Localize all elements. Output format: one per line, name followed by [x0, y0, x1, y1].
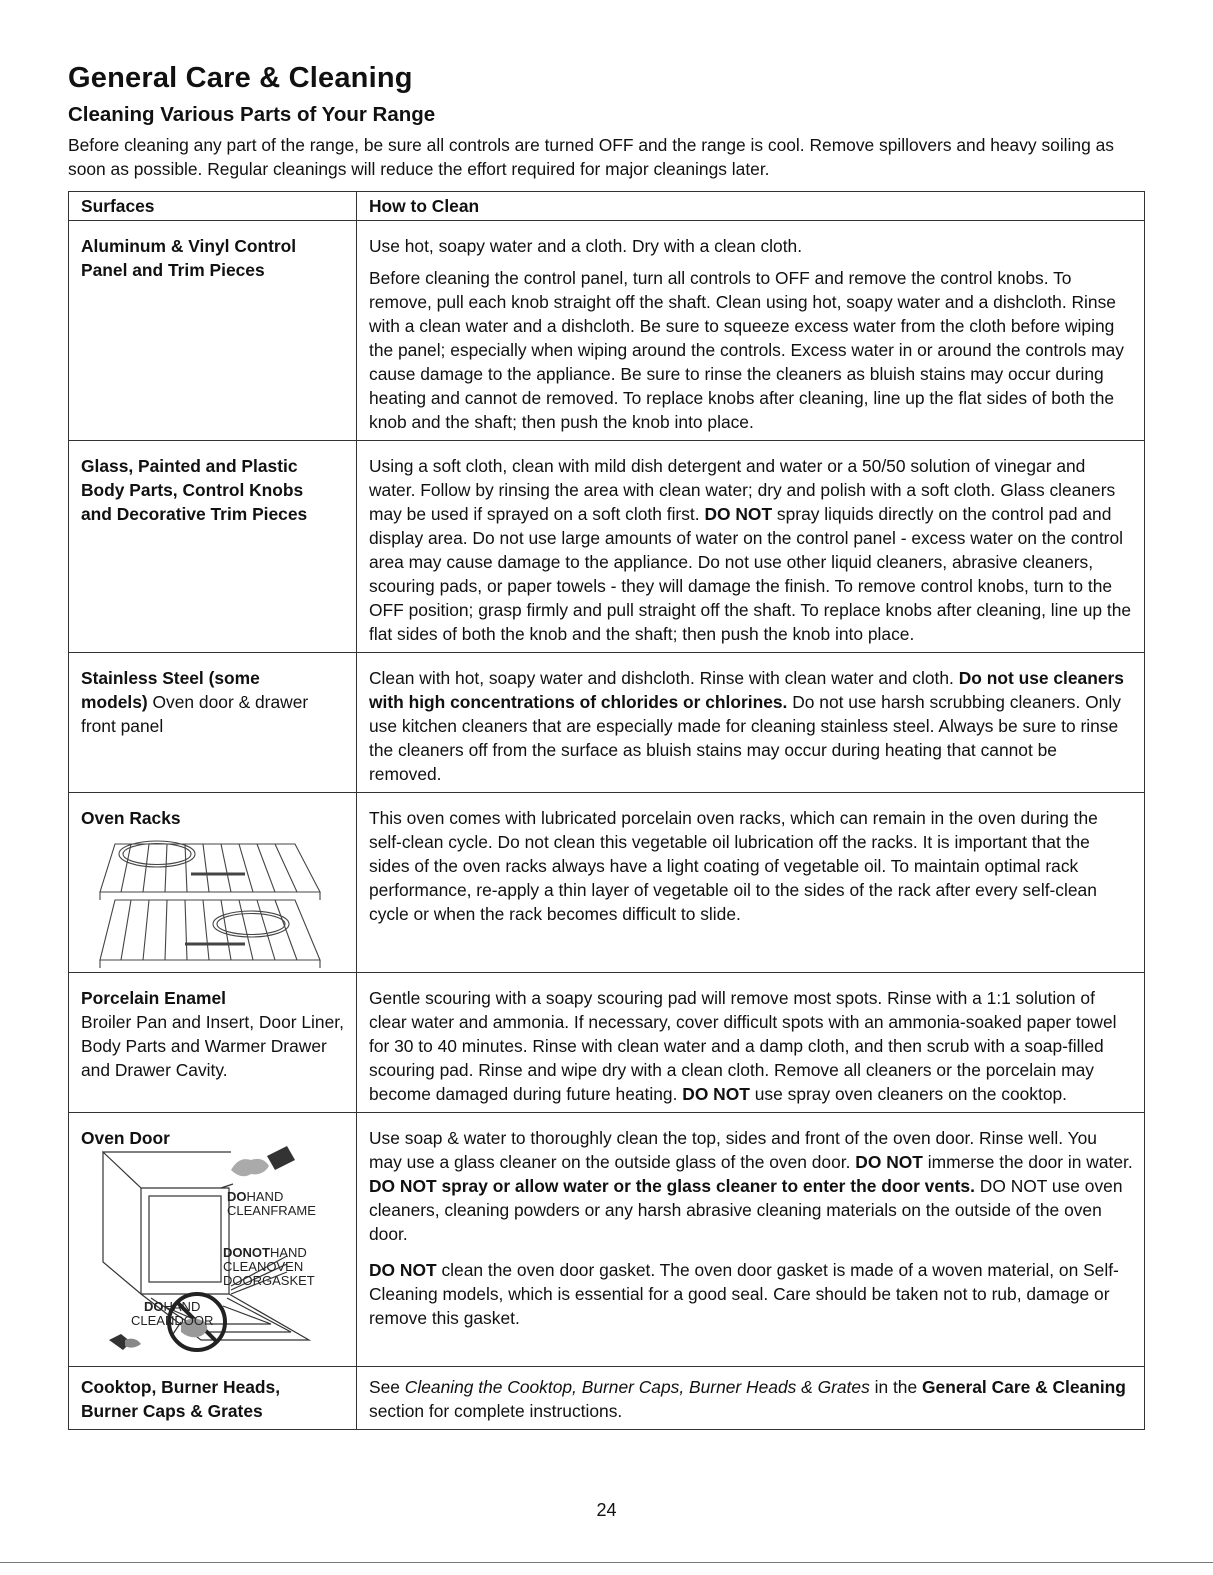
instruction-paragraph — [369, 1258, 1134, 1330]
surface-name: Stainless Steel (some models) — [81, 668, 260, 712]
surface-name: Cooktop, Burner Heads, Burner Caps & Grates — [81, 1377, 281, 1421]
instruction-text: section for complete instructions. — [369, 1401, 623, 1421]
instruction-text: Using a soft cloth, clean with mild dish detergent and water or a 50/50 solution of vinegar and water. Follow by rinsing the area with clean water; dry and polish with a soft cloth. Glass cleaners may be used if sprayed on a soft cloth first. — [369, 456, 1116, 524]
instruction-paragraph — [369, 986, 1134, 1106]
surface-cell — [69, 221, 357, 441]
how-to-clean-cell — [357, 653, 1145, 793]
table-row — [69, 1113, 1145, 1367]
how-to-clean-cell — [357, 793, 1145, 973]
instruction-text: Gentle scouring with a soapy scouring pad will remove most spots. Rinse with a 1:1 solution of clear water and ammonia. If necessary, cover difficult spots with an ammonia-soaked paper towel for 30 to 40 minutes. Rinse with clean water and a damp cloth, and then scrub with a soap-filled scouring pad. Rinse and wipe dry with a clean cloth. Remove all cleaners or the porcelain may become damaged during future heating. — [369, 988, 1117, 1104]
instruction-paragraph: Before cleaning the control panel, turn all controls to OFF and remove the control knobs. To remove, pull each knob straight off the shaft. Clean using hot, soapy water and a dishcloth. Rinse with a clean water and a dishcloth. Be sure to squeeze excess water from the cloth before wiping the panel; especially when wiping around the controls. Excess water in or around the controls may cause damage to the appliance. Be sure to rinse the cleaners as bluish stains may occur during heating and cannot de removed. To replace knobs after cleaning, line up the flat sides of both the knob and the shaft; then push the knob into place. — [369, 268, 1124, 432]
callout-word: DOOR — [174, 1313, 214, 1328]
callout-word: OVEN — [266, 1259, 304, 1274]
surface-cell — [69, 1367, 357, 1430]
gasket-callout — [223, 1246, 315, 1288]
instruction-text: in the — [874, 1377, 918, 1397]
table-row — [69, 221, 1145, 441]
oven-door-drawing — [81, 1126, 351, 1362]
instruction-paragraph: Use hot, soapy water and a cloth. Dry with a clean cloth. — [369, 236, 803, 256]
callout-word: CLEAN — [227, 1203, 271, 1218]
intro-paragraph: Before cleaning any part of the range, be sure all controls are turned OFF and the range is cool. Remove spillovers and heavy soiling as soon as possible. Regular cleanings will reduce the effort required for major cleanings later. — [68, 135, 1114, 179]
section-subtitle: Cleaning Various Parts of Your Range — [68, 103, 436, 126]
callout-word: DO — [144, 1299, 164, 1314]
oven-door-illustration — [81, 1126, 351, 1362]
how-to-clean-cell — [357, 1367, 1145, 1430]
warning-text: DO NOT — [682, 1084, 750, 1104]
instruction-text: Do not use harsh scrubbing cleaners. Only use kitchen cleaners that are especially made for cleaning stainless steel. Always be sure to rinse the cleaners off from the surface as bluish stains may occur during heating that cannot be removed. — [369, 692, 1121, 784]
door-callout — [131, 1300, 213, 1328]
warning-text: Do not use cleaners with high concentrations of chlorides or chlorines. — [369, 668, 1124, 712]
surface-cell — [69, 973, 357, 1113]
cross-reference-section: General Care & Cleaning — [922, 1377, 1126, 1397]
cross-reference-title: Cleaning the Cooktop, Burner Caps, Burner Heads & Grates — [404, 1377, 870, 1397]
instruction-text: clean the oven door gasket. The oven door gasket is made of a woven material, on Self-Cleaning models, which is essential for a good seal. Care should be taken not to rub, damage or remove this gasket. — [369, 1260, 1119, 1328]
surface-name: Oven Door — [81, 1128, 170, 1148]
instruction-paragraph — [369, 1126, 1134, 1246]
warning-text: DO NOT — [369, 1260, 437, 1280]
surface-name: Aluminum & Vinyl Control Panel and Trim Pieces — [81, 236, 297, 280]
instruction-paragraph: This oven comes with lubricated porcelain oven racks, which can remain in the oven during the self-clean cycle. Do not clean this vegetable oil lubrication off the racks. It is important that the sides of the oven racks always have a light coating of vegetable oil. To maintain optimal rack performance, re-apply a thin layer of vegetable oil to the sides of the rack after every self-clean cycle or when the rack becomes difficult to slide. — [369, 808, 1098, 924]
instruction-text: immerse the door in water. — [927, 1152, 1133, 1172]
surface-name: Oven Racks — [81, 808, 181, 828]
instruction-paragraph — [369, 666, 1134, 786]
callout-word: NOT — [242, 1245, 270, 1260]
callout-word: HAND — [246, 1189, 284, 1204]
table-row — [69, 973, 1145, 1113]
page-title: General Care & Cleaning — [68, 62, 413, 94]
instruction-text: spray liquids directly on the control pad and display area. Do not use large amounts of water on the control panel - excess water on the control area may cause damage to the appliance. Do not use other liquid cleaners, abrasive cleaners, scouring pads, or paper towels - they will damage the finish. To remove control knobs, turn to the OFF position; grasp firmly and pull straight off the shaft. To replace knobs after cleaning, line up the flat sides of both the knob and the shaft; then push the knob into place. — [369, 504, 1132, 644]
frame-callout — [227, 1190, 316, 1218]
surface-name: Glass, Painted and Plastic Body Parts, Control Knobs and Decorative Trim Pieces — [81, 456, 308, 524]
surface-name: Porcelain Enamel — [81, 988, 226, 1008]
how-to-clean-cell — [357, 973, 1145, 1113]
instruction-paragraph — [369, 454, 1134, 646]
surface-cell — [69, 1113, 357, 1367]
warning-text: DO NOT spray or allow water or the glass cleaner to enter the door vents. — [369, 1176, 975, 1196]
callout-word: HAND — [269, 1245, 307, 1260]
instruction-paragraph — [369, 1375, 1134, 1423]
callout-word: DOOR — [223, 1273, 262, 1288]
table-row — [69, 793, 1145, 973]
table-row — [69, 1367, 1145, 1430]
callout-word: HAND — [163, 1299, 201, 1314]
callout-word: DO — [227, 1189, 247, 1204]
column-header-how-to-clean: How to Clean — [357, 192, 1145, 221]
surface-cell — [69, 653, 357, 793]
surface-cell — [69, 441, 357, 653]
cleaning-table — [68, 191, 1145, 1430]
surface-detail: Broiler Pan and Insert, Door Liner, Body Parts and Warmer Drawer and Drawer Cavity. — [81, 1012, 344, 1080]
how-to-clean-cell — [357, 221, 1145, 441]
table-header-row — [69, 192, 1145, 221]
bottom-divider — [0, 1562, 1213, 1563]
callout-word: CLEAN — [223, 1259, 267, 1274]
callout-word: FRAME — [270, 1203, 316, 1218]
callout-word: GASKET — [262, 1273, 315, 1288]
page-number: 24 — [596, 1500, 617, 1520]
oven-racks-illustration — [95, 834, 330, 972]
instruction-text: Use soap & water to thoroughly clean the top, sides and front of the oven door. Rinse well. You may use a glass cleaner on the outside glass of the oven door. — [369, 1128, 1097, 1172]
instruction-text: Clean with hot, soapy water and dishcloth. Rinse with clean water and cloth. — [369, 668, 954, 688]
callout-word: CLEAN — [131, 1313, 175, 1328]
table-row — [69, 441, 1145, 653]
warning-text: DO NOT — [704, 504, 773, 524]
instruction-text: use spray oven cleaners on the cooktop. — [754, 1084, 1068, 1104]
column-header-surfaces: Surfaces — [69, 192, 357, 221]
how-to-clean-cell — [357, 1113, 1145, 1367]
surface-cell — [69, 793, 357, 973]
warning-text: DO NOT — [855, 1152, 923, 1172]
table-row — [69, 653, 1145, 793]
instruction-text: See — [369, 1377, 400, 1397]
instruction-text: DO NOT use oven cleaners, cleaning powders or any harsh abrasive cleaning materials on the outside of the oven door. — [369, 1176, 1123, 1244]
surface-detail: Oven door & drawer front panel — [81, 692, 309, 736]
how-to-clean-cell — [357, 441, 1145, 653]
callout-word: DO — [223, 1245, 243, 1260]
